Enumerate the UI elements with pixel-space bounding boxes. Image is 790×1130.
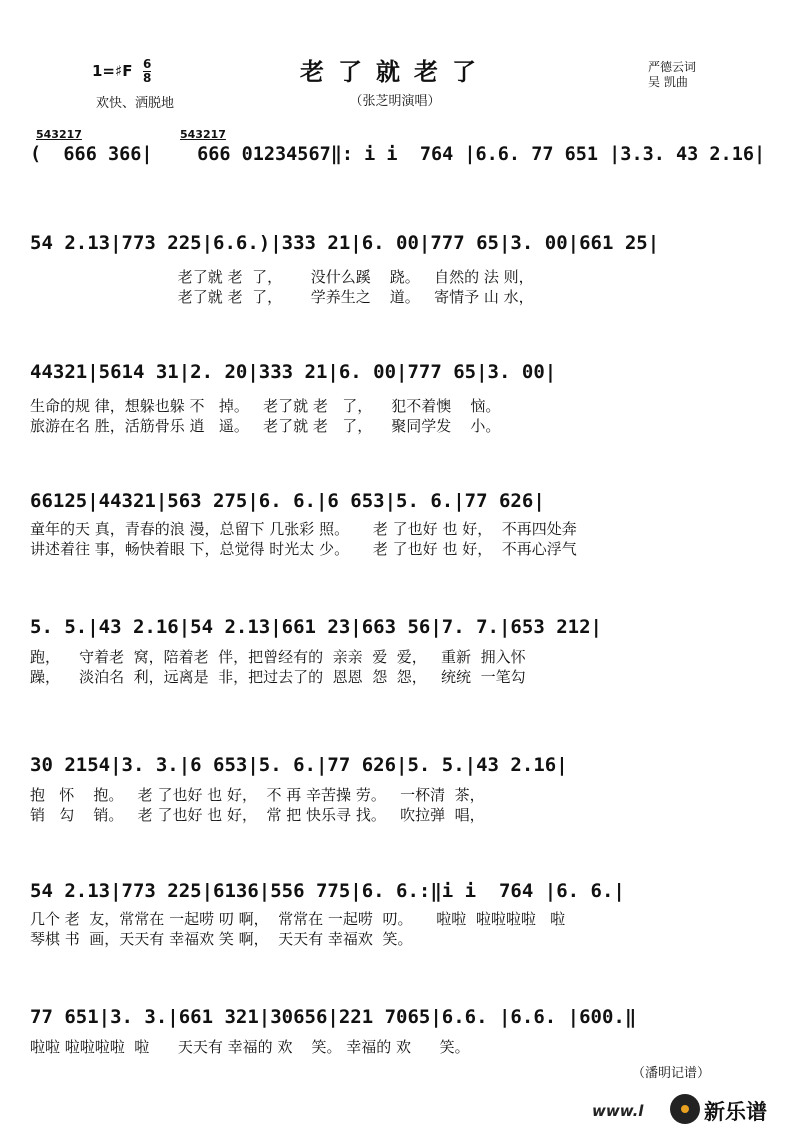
notes-text: 54 2.13|773 225|6.6.)|333 21|6. 00|777 65|3. 00|661 25| <box>30 232 660 254</box>
note-line <box>30 355 772 391</box>
lyrics-verse-2: 老了就 老 了， 学养生之 道。 寄情予 山 水， <box>30 288 534 306</box>
notes-text: 5. 5.|43 2.16|54 2.13|661 23|663 56|7. 7.|653 212| <box>30 616 602 638</box>
lyricist: 严德云词 <box>648 60 697 74</box>
note-line <box>30 138 772 174</box>
note-line <box>30 1000 772 1036</box>
key-signature: 1=♯F <box>92 62 133 80</box>
composer: 吴 凯曲 <box>648 75 688 89</box>
note-line <box>30 748 772 784</box>
time-bottom: 8 <box>143 71 152 85</box>
lyrics-verse-2: 琴棋 书 画，天天有 幸福欢 笑 啊， 天天有 幸福欢 笑。 <box>30 930 413 948</box>
lyrics-verse-1: 老了就 老 了， 没什么蹊 跷。 自然的 法 则， <box>30 268 534 286</box>
lyrics-verse-1: 生命的规 律，想躲也躲 不 掉。 老了就 老 了， 犯不着懊 恼。 <box>30 397 501 415</box>
lyrics-verse-2: 躁， 淡泊名 利，远离是 非，把过去了的 恩恩 怨 怨， 统统 一笔勾 <box>30 668 526 686</box>
time-signature <box>143 58 151 85</box>
song-title: 老了就老了 <box>300 57 490 86</box>
lyrics-verse-1: 几个 老 友，常常在 一起唠 叨 啊， 常常在 一起唠 叨。 啦啦 啦啦啦啦 啦 <box>30 910 566 928</box>
credits <box>648 60 696 90</box>
time-top: 6 <box>143 57 152 71</box>
transcriber-credit: （潘明记谱） <box>632 1066 711 1081</box>
lyrics-verse-1: 跑， 守着老 窝，陪着老 伴，把曾经有的 亲亲 爱 爱， 重新 拥入怀 <box>30 648 526 666</box>
lyrics-verse-2: 销 勾 销。 老 了也好 也 好， 常 把 快乐寻 找。 吹拉弹 唱， <box>30 806 485 824</box>
site-logo[interactable] <box>592 1092 782 1126</box>
lyrics-verse-1: 抱 怀 抱。 老 了也好 也 好， 不 再 辛苦操 劳。 一杯清 茶， <box>30 786 485 804</box>
note-line <box>30 226 772 262</box>
notes-text: 44321|5614 31|2. 20|333 21|6. 00|777 65|3. 00| <box>30 361 557 383</box>
notes-text: 54 2.13|773 225|6136|556 775|6. 6.:‖i i 764 |6. 6.| <box>30 880 625 902</box>
lyrics-verse-2: 旅游在名 胜，活筋骨乐 逍 遥。 老了就 老 了， 聚同学发 小。 <box>30 417 501 435</box>
note-line <box>30 484 772 520</box>
lyrics-verse-2: 讲述着往 事，畅快着眼 下，总觉得 时光太 少。 老 了也好 也 好， 不再心浮气 <box>30 540 577 558</box>
note-line <box>30 610 772 646</box>
singer-credit: （张芝明演唱） <box>349 94 441 109</box>
grace-notes: 543217 <box>180 128 226 141</box>
notes-text: 77 651|3. 3.|661 321|30656|221 7065|6.6. |6.6. |600.‖ <box>30 1006 637 1028</box>
site-url: www.l <box>592 1102 644 1120</box>
lyrics-verse-1: 童年的天 真，青春的浪 漫，总留下 几张彩 照。 老 了也好 也 好， 不再四处奔 <box>30 520 577 538</box>
site-name: 新乐谱 <box>704 1100 767 1124</box>
notes-text: ( 666 366| 666 01234567‖: i i 764 |6.6. 77 651 |3.3. 43 2.16| <box>30 144 766 165</box>
grace-notes: 543217 <box>36 128 82 141</box>
lyrics-verse-1: 啦啦 啦啦啦啦 啦 天天有 幸福的 欢 笑。 幸福的 欢 笑。 <box>30 1038 470 1056</box>
note-line <box>30 874 772 910</box>
notes-text: 66125|44321|563 275|6. 6.|6 653|5. 6.|77 626| <box>30 490 545 512</box>
record-disc-icon <box>670 1094 700 1124</box>
notes-text: 30 2154|3. 3.|6 653|5. 6.|77 626|5. 5.|43 2.16| <box>30 754 568 776</box>
tempo-marking: 欢快、洒脱地 <box>96 96 175 111</box>
